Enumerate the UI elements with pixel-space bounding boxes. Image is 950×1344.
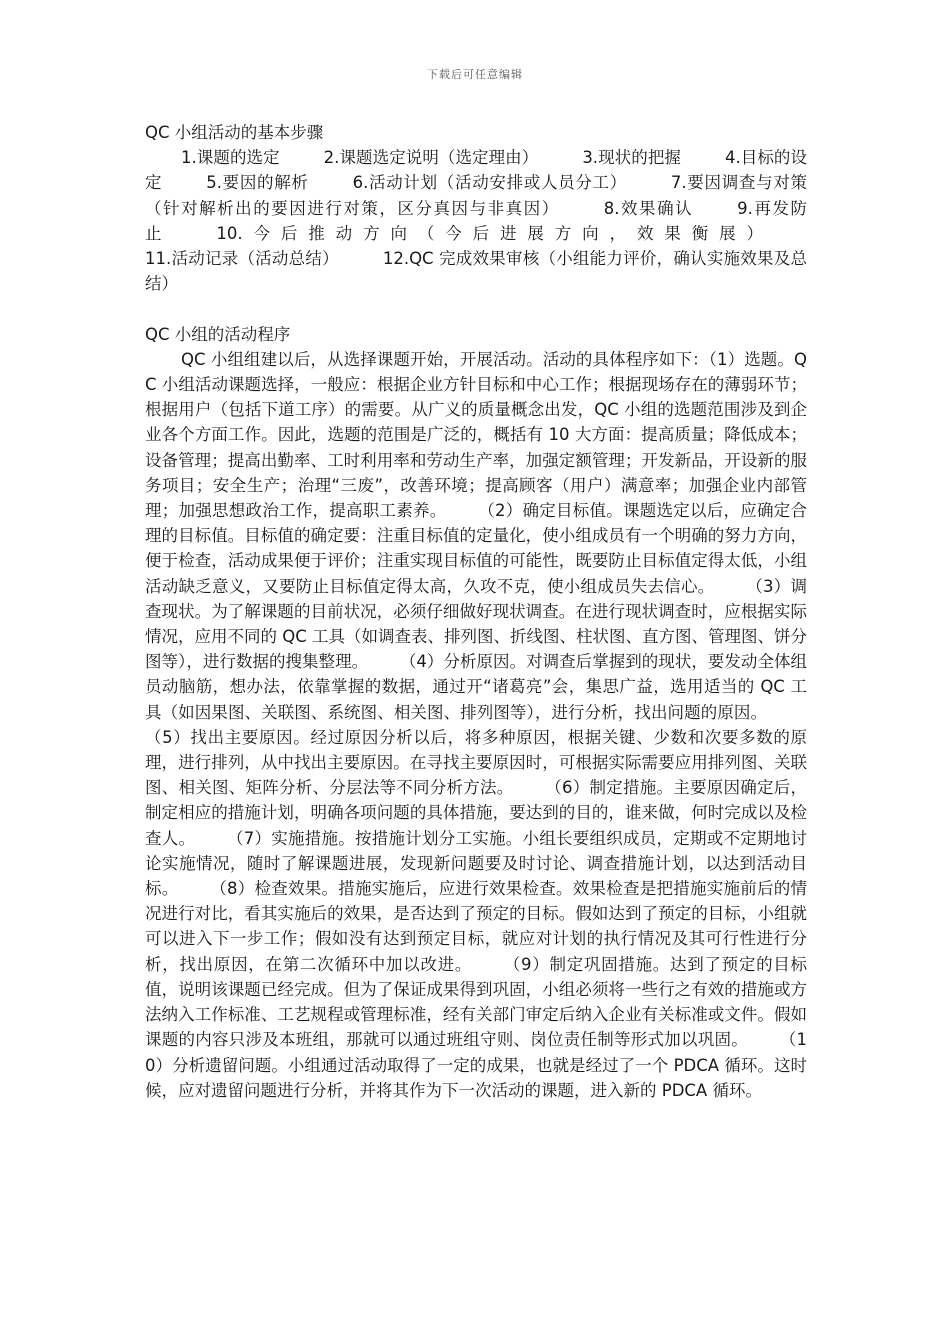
step-item: 4.目标的设定 bbox=[145, 148, 808, 193]
step-item: 9.再发防止 bbox=[145, 198, 807, 243]
procedure-step: （4）分析原因。对调查后掌握到的现状，要发动全体组员动脑筋，想办法，依靠掌握的数据，通过开“诸葛亮”会，集思广益，选用适当的 QC 工具（如因果图、关联图、系统图、相关图、排列图等），进行分析，找出问题的原因。 bbox=[145, 652, 808, 722]
step-item: 1.课题的选定 bbox=[181, 148, 280, 168]
procedure-step: （6）制定措施。主要原因确定后，制定相应的措施计划，明确各项问题的具体措施，要达到的目的，谁来做，何时完成以及检查人。 bbox=[145, 778, 807, 848]
procedure-step: （10）分析遗留问题。小组通过活动取得了一定的成果，也就是经过了一个 PDCA 循环。这时候，应对遗留问题进行分析，并将其作为下一次活动的课题，进入新的 PDCA 循环。 bbox=[145, 1030, 807, 1100]
step-item: 3.现状的把握 bbox=[582, 148, 681, 168]
procedure-step: （3）调查现状。为了解课题的目前状况，必须仔细做好现状调查。在进行现状调查时，应根据实际情况，应用不同的 QC 工具（如调查表、排列图、折线图、柱状图、直方图、管理图、饼分图等），进行数据的搜集整理。 bbox=[145, 576, 807, 672]
step-item: 8.效果确认 bbox=[603, 198, 694, 218]
page-header: 下载后可任意编辑 bbox=[427, 68, 523, 81]
section-title-basic-steps: QC 小组活动的基本步骤 bbox=[145, 123, 324, 142]
step-item: 12.QC 完成效果审核（小组能力评价，确认实施效果及总结） bbox=[145, 249, 807, 294]
step-item: 11.活动记录（活动总结） bbox=[145, 249, 339, 269]
procedure-step: （7）实施措施。按措施计划分工实施。小组长要组织成员，定期或不定期地讨论实施情况，随时了解课题进展，发现新问题要及时讨论、调查措施计划，以达到活动目标。 bbox=[145, 828, 807, 899]
section-title-activity-procedure: QC 小组的活动程序 bbox=[145, 324, 291, 344]
procedure-step: （9）制定巩固措施。达到了预定的目标值，说明该课题已经完成。但为了保证成果得到巩固，小组必须将一些行之有效的措施或方法纳入工作标准、工艺规程或管理标准，经有关部门审定后纳入企业有关标准或文件。假如课题的内容只涉及本班组，那就可以通过班组守则、岗位责任制等形式加以巩固。 bbox=[145, 954, 808, 1050]
procedure-intro: QC 小组组建以后，从选择课题开始，开展活动。活动的具体程序如下：（1）选题。QC 小组活动课题选择，一般应：根据企业方针目标和中心工作；根据现场存在的薄弱环节；根据用户（包括下道工序）的需要。从广义的质量概念出发，QC 小组的选题范围涉及到企业各个方面工作。因此，选题的范围是广泛的，概括有 10 大方面：提高质量；降低成本；设备管理；提高出勤率、工时利用率和劳动生产率，加强定额管理；开发新品，开设新的服务项目；安全生产；治理“三废”，改善环境；提高顾客（用户）满意率；加强企业内部管理；加强思想政治工作，提高职工素养。 bbox=[145, 349, 807, 521]
step-item: 10.今后推动方向（今后进展方向，效果衡展） bbox=[216, 223, 763, 243]
procedure-step: （8）检查效果。措施实施后，应进行效果检查。效果检查是把措施实施前后的情况进行对比，看其实施后的效果，是否达到了预定的目标。假如达到了预定的目标，小组就可以进入下一步工作；假如没有达到预定目标，就应对计划的执行情况及其可行性进行分析，找出原因，在第二次循环中加以改进。 bbox=[145, 879, 807, 974]
document-body bbox=[145, 120, 807, 1103]
steps-paragraph bbox=[145, 145, 807, 296]
paragraph-gap bbox=[145, 296, 807, 321]
procedure-step: （5）找出主要原因。经过原因分析以后，将多种原因，根据关键、少数和次要多数的原理，进行排列，从中找出主要原因。在寻找主要原因时，可根据实际需要应用排列图、关联图、相关图、矩阵分析、分层法等不同分析方法。 bbox=[145, 727, 807, 798]
step-item: 6.活动计划（活动安排或人员分工） bbox=[352, 173, 627, 193]
step-item: 2.课题选定说明（选定理由） bbox=[323, 148, 539, 168]
procedure-paragraph bbox=[145, 347, 807, 1103]
step-item: 5.要因的解析 bbox=[206, 173, 309, 193]
step-item: 7.要因调查与对策（针对解析出的要因进行对策，区分真因与非真因） bbox=[145, 173, 808, 218]
procedure-step: （2）确定目标值。课题选定以后，应确定合理的目标值。目标值的确定要：注重目标值的定量化，使小组成员有一个明确的努力方向，便于检查，活动成果便于评价；注重实现目标值的可能性，既要防止目标值定得太低，小组活动缺乏意义，又要防止目标值定得太高，久攻不克，使小组成员失去信心。 bbox=[145, 501, 807, 596]
